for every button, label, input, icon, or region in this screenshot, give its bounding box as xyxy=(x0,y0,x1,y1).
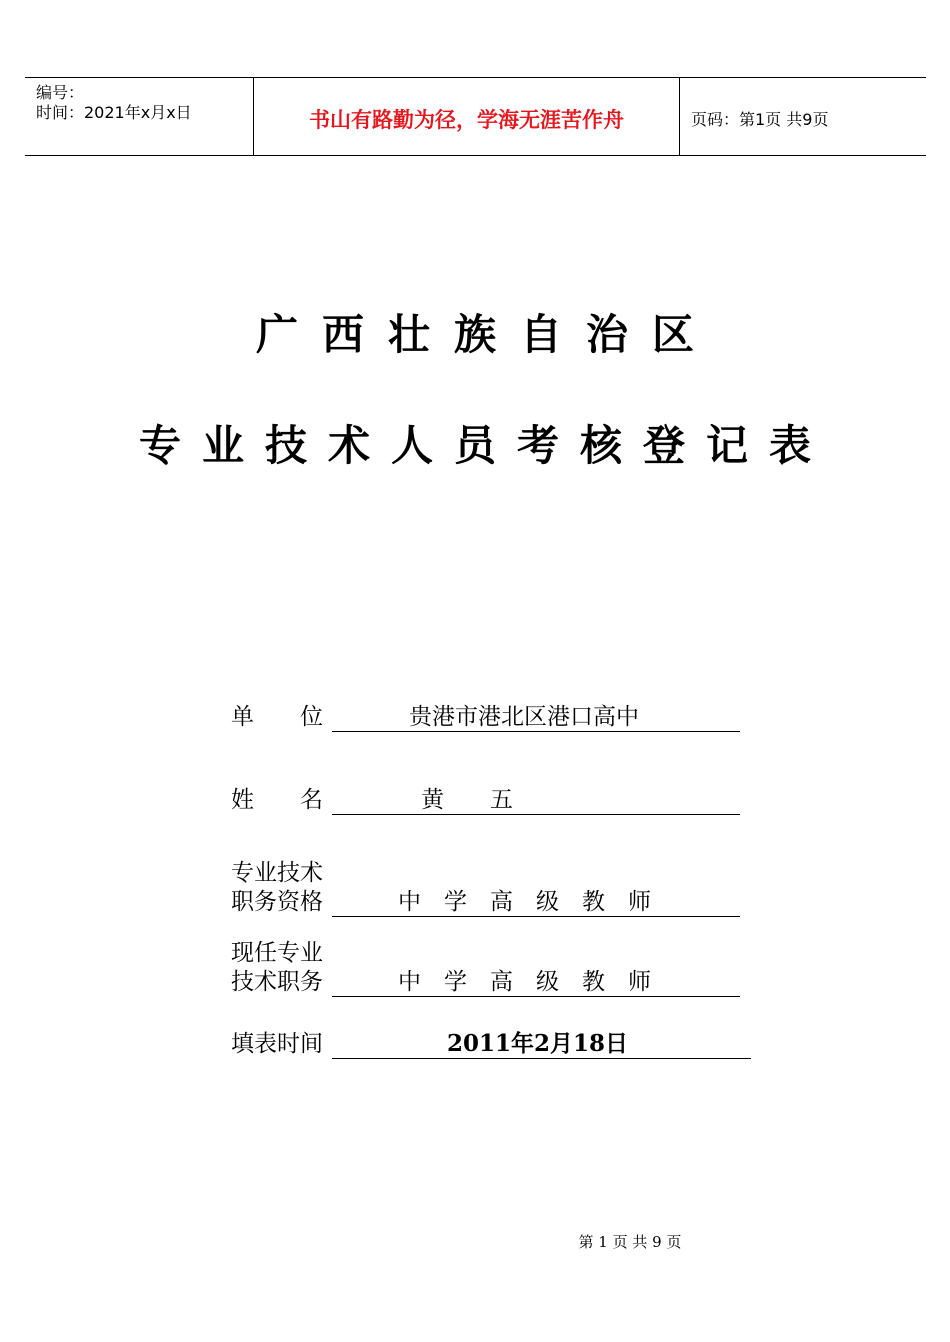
title-region: 广西壮族自治区 xyxy=(255,310,718,359)
doc-time-label: 时间：2021年x月x日 xyxy=(36,103,192,122)
position-value: 中 学 高 级 教 师 xyxy=(398,969,651,995)
document-header xyxy=(25,77,926,156)
position-value-line xyxy=(332,967,740,997)
page-info: 页码：第1页 共9页 xyxy=(691,110,829,129)
footer-page-number: 第 1 页 共 9 页 xyxy=(578,1233,682,1251)
header-meta-cell xyxy=(25,78,254,155)
motto-text: 书山有路勤为径，学海无涯苦作舟 xyxy=(309,108,624,132)
qualification-value: 中 学 高 级 教 师 xyxy=(398,889,651,915)
unit-value-line xyxy=(332,702,740,732)
unit-label: 单 位 xyxy=(231,704,323,730)
name-value: 黄 五 xyxy=(421,787,513,813)
title-form-name: 专业技术人员考核登记表 xyxy=(138,421,832,470)
position-label-2: 技术职务 xyxy=(231,969,323,995)
qualification-label-1: 专业技术 xyxy=(231,860,323,886)
name-value-line xyxy=(332,785,740,815)
qualification-label-2: 职务资格 xyxy=(231,889,323,915)
qualification-value-line xyxy=(332,887,740,917)
name-label: 姓 名 xyxy=(231,787,323,813)
unit-value: 贵港市港北区港口高中 xyxy=(409,704,639,730)
doc-number-label: 编号： xyxy=(36,83,85,102)
header-motto-cell xyxy=(254,78,680,155)
fill-date-value-line xyxy=(332,1029,751,1059)
fill-date-label: 填表时间 xyxy=(231,1031,323,1057)
header-page-cell xyxy=(680,78,926,155)
fill-date-value: 2011年2月18日 xyxy=(447,1030,629,1057)
position-label-1: 现任专业 xyxy=(231,940,323,966)
